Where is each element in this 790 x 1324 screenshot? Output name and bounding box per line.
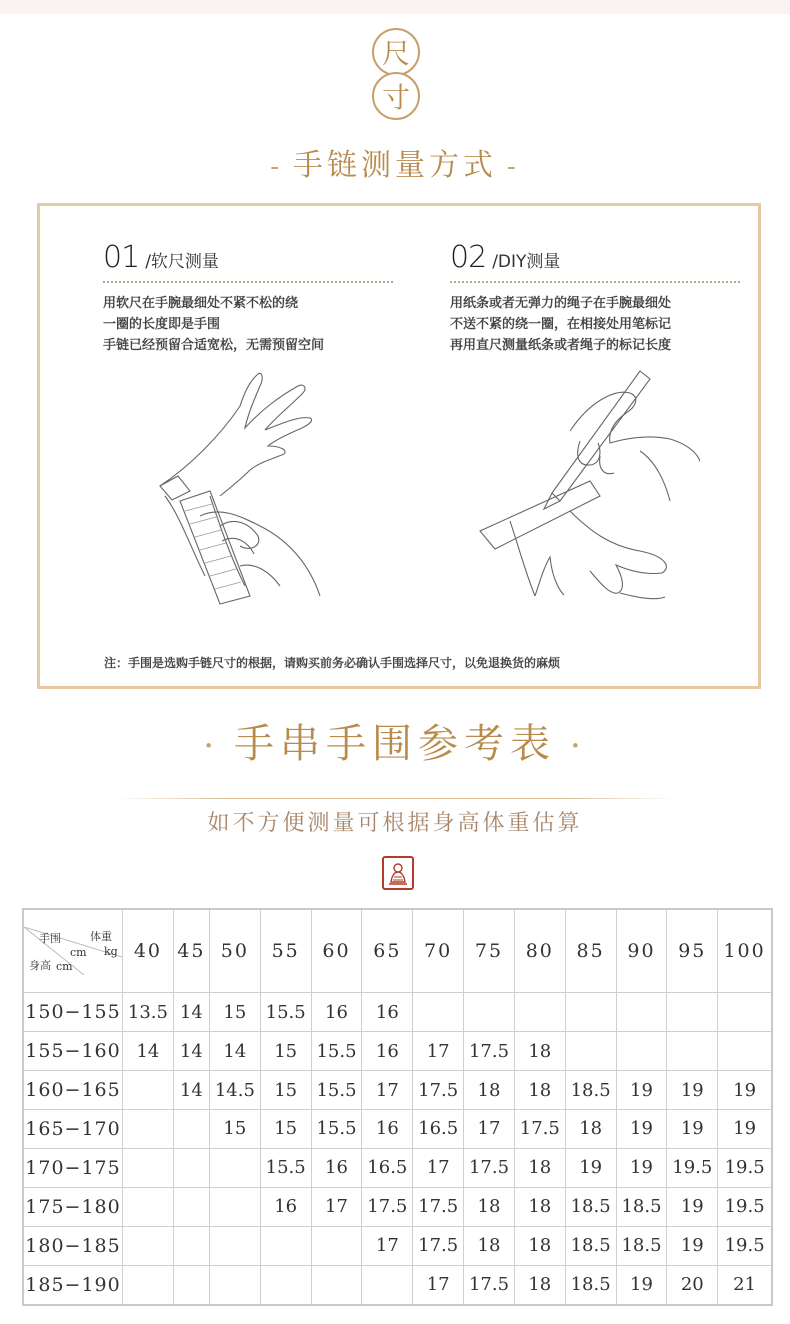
corner-weight-label: 体重 [90, 930, 112, 944]
table-header-row [23, 909, 772, 993]
wrist-size-cell: 18 [514, 1032, 565, 1071]
wrist-size-cell: 18 [514, 1187, 565, 1226]
desc-line: 用纸条或者无弹力的绳子在手腕最细处 [450, 296, 672, 311]
wrist-size-cell: 16.5 [362, 1148, 413, 1187]
divider [112, 798, 678, 799]
wrist-size-cell [616, 1032, 667, 1071]
top-band [0, 0, 790, 14]
wrist-size-cell [209, 1265, 260, 1305]
wrist-size-cell: 15 [260, 1032, 311, 1071]
height-range-cell: 150−155 [23, 993, 123, 1032]
wrist-size-cell: 19.5 [718, 1226, 772, 1265]
wrist-size-cell [173, 1187, 209, 1226]
wrist-size-cell: 14 [209, 1032, 260, 1071]
wrist-size-cell [209, 1226, 260, 1265]
corner-wrist-label: 手围 [39, 932, 61, 946]
wrist-size-cell: 21 [718, 1265, 772, 1305]
height-range-cell: 165−170 [23, 1110, 123, 1149]
wrist-size-cell: 15.5 [260, 1148, 311, 1187]
wrist-size-cell [260, 1226, 311, 1265]
wrist-size-cell [311, 1226, 362, 1265]
table-row [23, 1187, 772, 1226]
wrist-size-cell: 15.5 [311, 1110, 362, 1149]
wrist-size-cell [209, 1187, 260, 1226]
table-row [23, 1265, 772, 1305]
wrist-size-cell [123, 1265, 174, 1305]
wrist-size-cell: 14 [173, 993, 209, 1032]
wrist-size-cell: 17 [413, 1265, 464, 1305]
size-chart-title-text: 手串手围参考表 [234, 721, 556, 767]
wrist-size-cell: 14 [173, 1032, 209, 1071]
method-description [450, 293, 740, 356]
title-dot-right: · [570, 726, 587, 766]
wrist-size-cell [718, 1032, 772, 1071]
wrist-size-cell: 16 [362, 1110, 413, 1149]
wrist-size-cell: 17 [413, 1148, 464, 1187]
weight-header-cell: 45 [173, 909, 209, 993]
wrist-size-cell: 20 [667, 1265, 718, 1305]
wrist-size-cell: 15 [260, 1071, 311, 1110]
wrist-size-cell [362, 1265, 413, 1305]
wrist-size-cell: 14 [123, 1032, 174, 1071]
wrist-size-cell: 19.5 [718, 1148, 772, 1187]
wrist-size-cell: 19 [616, 1110, 667, 1149]
wrist-size-cell: 17.5 [413, 1226, 464, 1265]
weight-header-cell: 85 [565, 909, 616, 993]
measure-frame [37, 203, 761, 689]
wrist-size-cell: 17.5 [413, 1187, 464, 1226]
method-diy [450, 240, 740, 356]
wrist-size-cell: 17.5 [464, 1032, 515, 1071]
method-description [103, 293, 393, 356]
wrist-size-cell: 14 [173, 1071, 209, 1110]
wrist-size-cell [173, 1110, 209, 1149]
wrist-size-cell: 18 [464, 1226, 515, 1265]
wrist-size-cell [123, 1110, 174, 1149]
wrist-size-cell: 17 [362, 1071, 413, 1110]
wrist-size-cell: 19 [718, 1110, 772, 1149]
wrist-size-cell: 18 [514, 1071, 565, 1110]
weight-header-cell: 90 [616, 909, 667, 993]
wrist-size-cell: 16 [362, 993, 413, 1032]
wrist-size-cell [718, 993, 772, 1032]
desc-line: 手链已经预留合适宽松，无需预留空间 [103, 338, 325, 353]
size-chart-subtitle: 如不方便测量可根据身高体重估算 [207, 811, 583, 836]
wrist-size-cell: 17.5 [514, 1110, 565, 1149]
wrist-size-cell [616, 993, 667, 1032]
method-number: 01 [103, 240, 140, 275]
weight-header-cell: 50 [209, 909, 260, 993]
wrist-size-cell: 18.5 [616, 1226, 667, 1265]
height-range-cell: 180−185 [23, 1226, 123, 1265]
wrist-size-cell: 19 [616, 1071, 667, 1110]
wrist-size-cell: 16 [260, 1187, 311, 1226]
wrist-size-cell: 19 [565, 1148, 616, 1187]
seal-char-chi: 尺 [372, 28, 420, 76]
weight-header-cell: 75 [464, 909, 515, 993]
table-row [23, 1071, 772, 1110]
table-row [23, 1032, 772, 1071]
size-reference-table [22, 908, 773, 1306]
corner-cell [23, 909, 123, 993]
wrist-size-cell: 16 [311, 1148, 362, 1187]
wrist-size-cell: 15.5 [311, 1032, 362, 1071]
measure-title-text: 手链测量方式 [293, 148, 497, 183]
corner-height-unit: cm [56, 960, 73, 974]
method-label: /软尺测量 [145, 252, 219, 272]
wrist-size-cell: 18.5 [565, 1187, 616, 1226]
wrist-size-cell [173, 1265, 209, 1305]
weight-header-cell: 55 [260, 909, 311, 993]
method-label: /DIY测量 [492, 252, 561, 272]
seal-stamp-icon [382, 856, 414, 890]
wrist-size-cell: 16.5 [413, 1110, 464, 1149]
wrist-size-cell: 19.5 [718, 1187, 772, 1226]
wrist-size-cell: 17 [362, 1226, 413, 1265]
wrist-size-cell: 18 [514, 1226, 565, 1265]
wrist-size-cell [123, 1187, 174, 1226]
desc-line: 用软尺在手腕最细处不紧不松的绕 [103, 296, 299, 311]
wrist-size-cell: 17.5 [362, 1187, 413, 1226]
wrist-size-cell: 17 [413, 1032, 464, 1071]
wrist-size-cell: 13.5 [123, 993, 174, 1032]
desc-line: 再用直尺测量纸条或者绳子的标记长度 [450, 338, 672, 353]
wrist-size-cell: 15.5 [260, 993, 311, 1032]
table-row [23, 1110, 772, 1149]
wrist-size-cell [260, 1265, 311, 1305]
table-row [23, 1226, 772, 1265]
weight-header-cell: 80 [514, 909, 565, 993]
wrist-size-cell [173, 1226, 209, 1265]
wrist-size-cell: 18 [514, 1148, 565, 1187]
wrist-size-cell [413, 993, 464, 1032]
weight-header-cell: 65 [362, 909, 413, 993]
wrist-size-cell: 18.5 [565, 1265, 616, 1305]
wrist-size-cell: 17.5 [413, 1071, 464, 1110]
wrist-size-cell [123, 1071, 174, 1110]
wrist-size-cell [464, 993, 515, 1032]
table-row [23, 993, 772, 1032]
height-range-cell: 185−190 [23, 1265, 123, 1305]
weight-header-cell: 95 [667, 909, 718, 993]
measure-title [0, 140, 790, 184]
wrist-size-cell: 14.5 [209, 1071, 260, 1110]
wrist-size-cell: 15.5 [311, 1071, 362, 1110]
weight-header-cell: 40 [123, 909, 174, 993]
wrist-size-cell [667, 993, 718, 1032]
table-row [23, 1148, 772, 1187]
weight-header-cell: 60 [311, 909, 362, 993]
wrist-size-cell: 19 [718, 1071, 772, 1110]
seal-char-cun: 寸 [372, 72, 420, 120]
diy-measure-hand-illustration [440, 361, 700, 611]
wrist-size-cell: 17 [311, 1187, 362, 1226]
size-chart-title [0, 712, 790, 769]
corner-height-label: 身高 [29, 959, 51, 973]
title-dash-right: - [507, 152, 520, 182]
wrist-size-cell: 19 [616, 1148, 667, 1187]
wrist-size-cell: 19 [667, 1071, 718, 1110]
wrist-size-cell [565, 1032, 616, 1071]
wrist-size-cell [565, 993, 616, 1032]
wrist-size-cell [667, 1032, 718, 1071]
wrist-size-cell: 18 [514, 1265, 565, 1305]
wrist-size-cell: 15 [260, 1110, 311, 1149]
wrist-size-cell: 16 [362, 1032, 413, 1071]
measure-note: 注：手围是选购手链尺寸的根据，请购买前务必确认手围选择尺寸，以免退换货的麻烦 [104, 656, 561, 670]
title-dot-left: · [203, 726, 220, 766]
height-range-cell: 155−160 [23, 1032, 123, 1071]
wrist-size-cell: 18.5 [565, 1071, 616, 1110]
wrist-size-cell: 19.5 [667, 1148, 718, 1187]
corner-wrist-unit: cm [70, 946, 87, 960]
wrist-size-cell: 16 [311, 993, 362, 1032]
wrist-size-cell: 18.5 [616, 1187, 667, 1226]
wrist-size-cell: 18 [565, 1110, 616, 1149]
wrist-size-cell: 15 [209, 993, 260, 1032]
wrist-size-cell [173, 1148, 209, 1187]
wrist-size-cell [123, 1148, 174, 1187]
method-header [450, 240, 740, 283]
soft-ruler-hand-illustration [150, 366, 370, 606]
desc-line: 一圈的长度即是手围 [103, 317, 221, 332]
wrist-size-cell [123, 1226, 174, 1265]
wrist-size-cell [311, 1265, 362, 1305]
wrist-size-cell: 19 [667, 1226, 718, 1265]
wrist-size-cell: 19 [667, 1187, 718, 1226]
height-range-cell: 160−165 [23, 1071, 123, 1110]
wrist-size-cell: 18.5 [565, 1226, 616, 1265]
method-soft-ruler [103, 240, 393, 356]
wrist-size-cell: 18 [464, 1187, 515, 1226]
height-range-cell: 175−180 [23, 1187, 123, 1226]
wrist-size-cell: 19 [667, 1110, 718, 1149]
wrist-size-cell: 19 [616, 1265, 667, 1305]
wrist-size-cell [514, 993, 565, 1032]
wrist-size-cell: 17 [464, 1110, 515, 1149]
title-dash-left: - [270, 152, 283, 182]
weight-header-cell: 100 [718, 909, 772, 993]
wrist-size-cell: 17.5 [464, 1148, 515, 1187]
desc-line: 不送不紧的绕一圈，在相接处用笔标记 [450, 317, 672, 332]
wrist-size-cell: 17.5 [464, 1265, 515, 1305]
height-range-cell: 170−175 [23, 1148, 123, 1187]
weight-header-cell: 70 [413, 909, 464, 993]
wrist-size-cell: 15 [209, 1110, 260, 1149]
corner-weight-unit: kg [104, 945, 118, 959]
wrist-size-cell: 18 [464, 1071, 515, 1110]
method-number: 02 [450, 240, 487, 275]
method-header [103, 240, 393, 283]
wrist-size-cell [209, 1148, 260, 1187]
